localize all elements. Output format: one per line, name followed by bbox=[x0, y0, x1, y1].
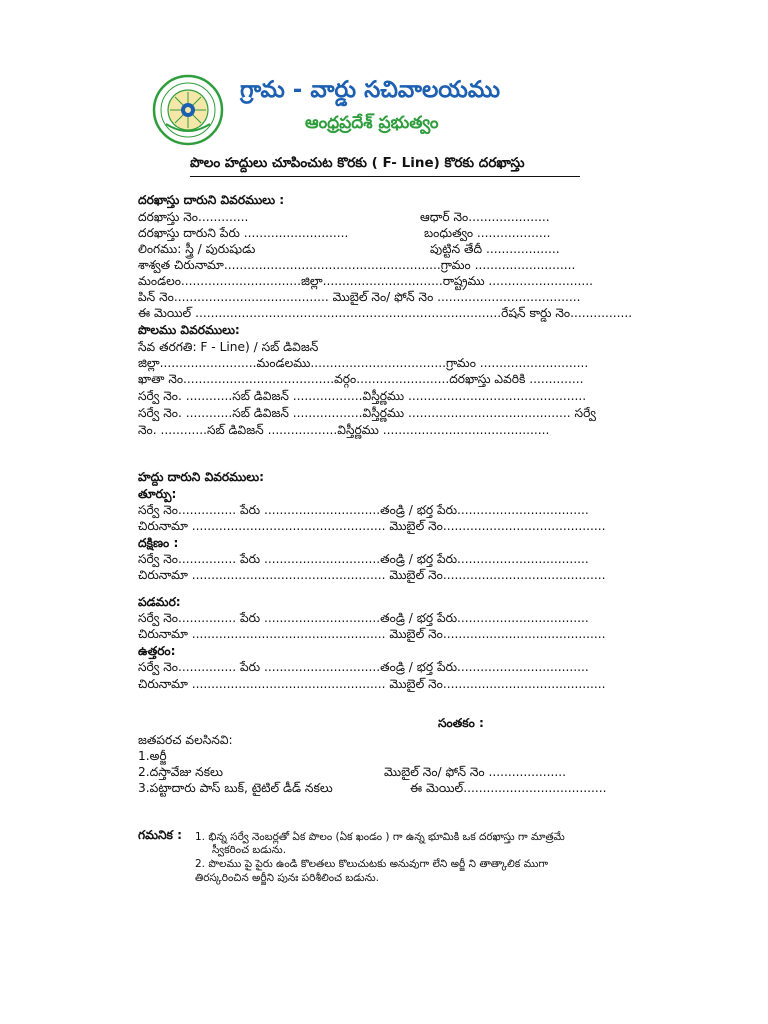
attachment-email-field: ఈ మెయిల్..................................... bbox=[410, 781, 607, 795]
attachment-item-deed-copy: 2.దస్తావేజు నకలు bbox=[138, 765, 223, 779]
west-address-line: చిరునామా .................................................. మొబైల్ నెం.......................................... bbox=[138, 627, 606, 641]
attachment-item-application: 1.అర్జీ bbox=[138, 749, 167, 763]
survey-number-field-2: సర్వే నెం. ............సబ్ డివిజన్ ..................విస్తీర్ణము .......................................... సర్వే bbox=[138, 406, 596, 420]
south-address-line: చిరునామా .................................................. మొబైల్ నెం.......................................... bbox=[138, 568, 606, 582]
north-label: ఉత్తరం: bbox=[138, 644, 176, 658]
land-district-mandal-village-field: జిల్లా.........................మండలము...................................గ్రామం ............................ bbox=[138, 356, 589, 370]
notes-label: గమనిక : bbox=[138, 828, 183, 842]
east-survey-line: సర్వే నెం............... పేరు ..............................తండ్రి / భర్త పేరు.................................. bbox=[138, 503, 589, 517]
north-address-line: చిరునామా .................................................. మొబైల్ నెం.......................................... bbox=[138, 677, 606, 691]
applicant-section-heading: దరఖాస్తు దారుని వివరములు : bbox=[138, 193, 285, 207]
email-ration-card-field: ఈ మెయిల్ ...............................................................................రేషన్ కార్డు నెం................ bbox=[138, 306, 633, 320]
note-line-2: స్వీకరించ బడును. bbox=[212, 844, 287, 856]
mandal-district-state-field: మండలం...............................జిల్లా...............................రాష్ట్రము ........................... bbox=[138, 274, 594, 288]
east-address-line: చిరునామా .................................................. మొబైల్ నెం.......................................... bbox=[138, 519, 606, 533]
gender-field: లింగము: స్త్రీ / పురుషుడు bbox=[138, 242, 256, 256]
boundary-section-heading: హద్దు దారుని వివరములు: bbox=[138, 470, 264, 484]
west-label: పడమర: bbox=[138, 595, 181, 609]
land-section-heading: పొలము వివరములు: bbox=[138, 323, 240, 337]
south-label: దక్షిణం : bbox=[138, 536, 179, 550]
attachments-heading: జతపరచ వలసినవి: bbox=[138, 733, 233, 747]
form-heading: పొలం హద్దులు చూపించుట కొరకు ( F- Line) కొరకు దరఖాస్తు bbox=[190, 155, 525, 171]
survey-number-field-1: సర్వే నెం. ............సబ్ డివిజన్ ..................విస్తీర్ణము .............................................. bbox=[138, 389, 587, 403]
survey-number-field-3: నెం. ............సబ్ డివిజన్ ..................విస్తీర్ణము ........................................... bbox=[138, 423, 550, 437]
service-class-field: సేవ తరగతి: F - Line) / సబ్ డివిజన్ bbox=[138, 340, 319, 354]
west-survey-line: సర్వే నెం............... పేరు ..............................తండ్రి / భర్త పేరు.................................. bbox=[138, 611, 589, 625]
applicant-name-field: దరఖాస్తు దారుని పేరు ........................... bbox=[138, 226, 349, 240]
north-survey-line: సర్వే నెం............... పేరు ..............................తండ్రి / భర్త పేరు.................................. bbox=[138, 660, 589, 674]
east-label: తూర్పు: bbox=[138, 487, 177, 501]
khata-number-field: ఖాతా నెం.......................................వర్గం........................దరఖాస్తు ఎవరికి .............. bbox=[138, 372, 584, 386]
attachment-mobile-field: మొబైల్ నెం/ ఫోన్ నెం .................... bbox=[384, 765, 566, 779]
signature-label: సంతకం : bbox=[438, 716, 484, 730]
relationship-field: బంధుత్వం ................... bbox=[424, 226, 551, 240]
office-title: గ్రామ - వార్డు సచివాలయము bbox=[240, 77, 501, 103]
permanent-address-field: శాశ్వత చిరునామా........................................................గ్రామం .......................... bbox=[138, 258, 576, 272]
heading-underline bbox=[190, 176, 580, 177]
note-line-1: 1. భిన్న సర్వే నెంబర్లతో ఏక పొలం (ఏక ఖండం ) గా ఉన్న భూమికి ఒక దరఖాస్తు గా మాత్రమే bbox=[195, 831, 565, 843]
government-title: ఆంధ్రప్రదేశ్ ప్రభుత్వం bbox=[305, 113, 439, 133]
aadhar-number-field: ఆధార్ నెం..................... bbox=[420, 210, 550, 224]
attachment-item-passbook: 3.పట్టాదారు పాస్ బుక్, టైటిల్ డీడ్ నకలు bbox=[138, 781, 333, 795]
application-number-field: దరఖాస్తు నెం............. bbox=[138, 210, 249, 224]
note-line-4: తిరస్కరించిన అర్జీని పునః పరిశీలించ బడును. bbox=[195, 872, 379, 884]
note-line-3: 2. పొలము పై పైరు ఉండి కొలతలు కొలుచుటకు అనువుగా లేని అర్జీ ని తాత్కాలిక ముగా bbox=[195, 858, 549, 870]
date-of-birth-field: పుట్టిన తేదీ ................... bbox=[430, 242, 560, 256]
pin-mobile-field: పిన్ నెం........................................ మొబైల్ నెం/ ఫోన్ నెం ..................................... bbox=[138, 290, 581, 304]
ap-government-seal-icon bbox=[152, 74, 224, 146]
south-survey-line: సర్వే నెం............... పేరు ..............................తండ్రి / భర్త పేరు.................................. bbox=[138, 552, 589, 566]
